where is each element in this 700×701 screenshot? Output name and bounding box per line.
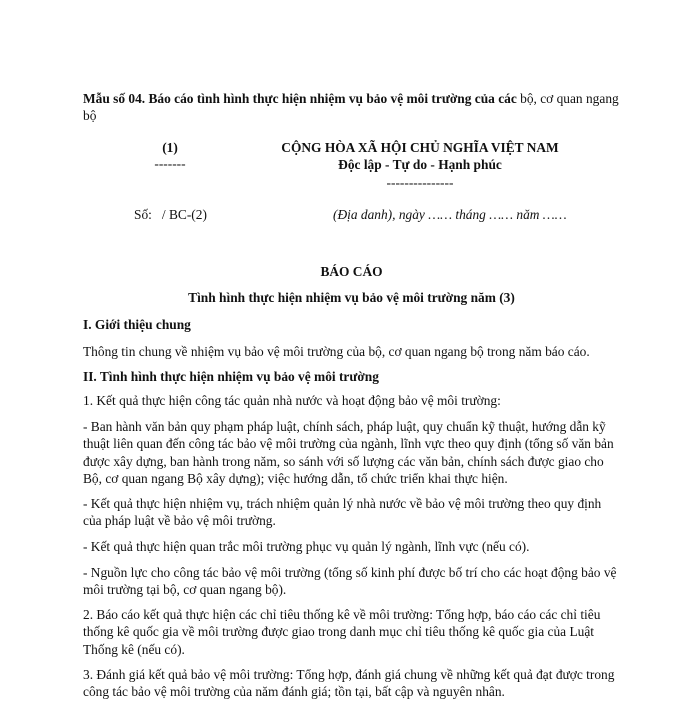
report-subtitle: Tình hình thực hiện nhiệm vụ bảo vệ môi trường năm (3): [188, 290, 515, 305]
bullet-2: - Kết quả thực hiện nhiệm vụ, trách nhiệm quản lý nhà nước về bảo vệ môi trường theo quy định của pháp luật về bảo vệ môi trường.: [83, 496, 602, 529]
section-1-text: Thông tin chung về nhiệm vụ bảo vệ môi trường của bộ, cơ quan ngang bộ trong năm báo cáo.: [83, 344, 590, 359]
motto-divider: ---------------: [386, 175, 454, 190]
section-2-heading: II. Tình hình thực hiện nhiệm vụ bảo vệ môi trường: [83, 369, 379, 384]
document-number: Số: / BC-(2): [134, 207, 207, 222]
form-title: [83, 90, 623, 124]
agency-code: (1): [162, 140, 178, 155]
item-2: 2. Báo cáo kết quả thực hiện các chỉ tiêu thống kê về môi trường: Tổng hợp, báo cáo các chỉ tiêu thống kê quốc gia về môi trường được giao trong danh mục chỉ tiêu thống kê quốc gia của Luật Thống kê (nếu có).: [83, 607, 601, 657]
bullet-3: - Kết quả thực hiện quan trắc môi trường phục vụ quản lý ngành, lĩnh vực (nếu có).: [83, 539, 530, 554]
nation-title: CỘNG HÒA XÃ HỘI CHỦ NGHĨA VIỆT NAM: [281, 140, 559, 155]
report-title: BÁO CÁO: [320, 264, 383, 279]
nation-motto: Độc lập - Tự do - Hạnh phúc: [338, 157, 502, 172]
section-1-heading: I. Giới thiệu chung: [83, 317, 191, 332]
agency-divider: -------: [154, 156, 186, 171]
place-date: (Địa danh), ngày …… tháng …… năm ……: [333, 207, 567, 222]
item-3: 3. Đánh giá kết quả bảo vệ môi trường: Tổng hợp, đánh giá chung về những kết quả đạt được trong công tác bảo vệ môi trường của năm đánh giá; tồn tại, bất cập và nguyên nhân.: [83, 667, 615, 700]
form-title-bold: Mẫu số 04. Báo cáo tình hình thực hiện nhiệm vụ bảo vệ môi trường của các: [83, 91, 517, 106]
bullet-1: - Ban hành văn bản quy phạm pháp luật, chính sách, pháp luật, quy chuẩn kỹ thuật, hướng dẫn kỹ thuật liên quan đến công tác bảo vệ môi trường của ngành, lĩnh vực theo quy định (tổng số văn bản được xây dựng, ban hành trong năm, so sánh với số lượng các văn bản, chính sách được giao cho Bộ, cơ quan ngang Bộ xây dựng); việc hướng dẫn, tổ chức triển khai thực hiện.: [83, 419, 614, 487]
form-title-rest: bộ, cơ quan ngang bộ: [83, 91, 619, 123]
bullet-4: - Nguồn lực cho công tác bảo vệ môi trường (tổng số kinh phí được bố trí cho các hoạt động bảo vệ môi trường tại bộ, cơ quan ngang bộ).: [83, 565, 617, 598]
item-1: 1. Kết quả thực hiện công tác quản nhà nước và hoạt động bảo vệ môi trường:: [83, 393, 501, 408]
